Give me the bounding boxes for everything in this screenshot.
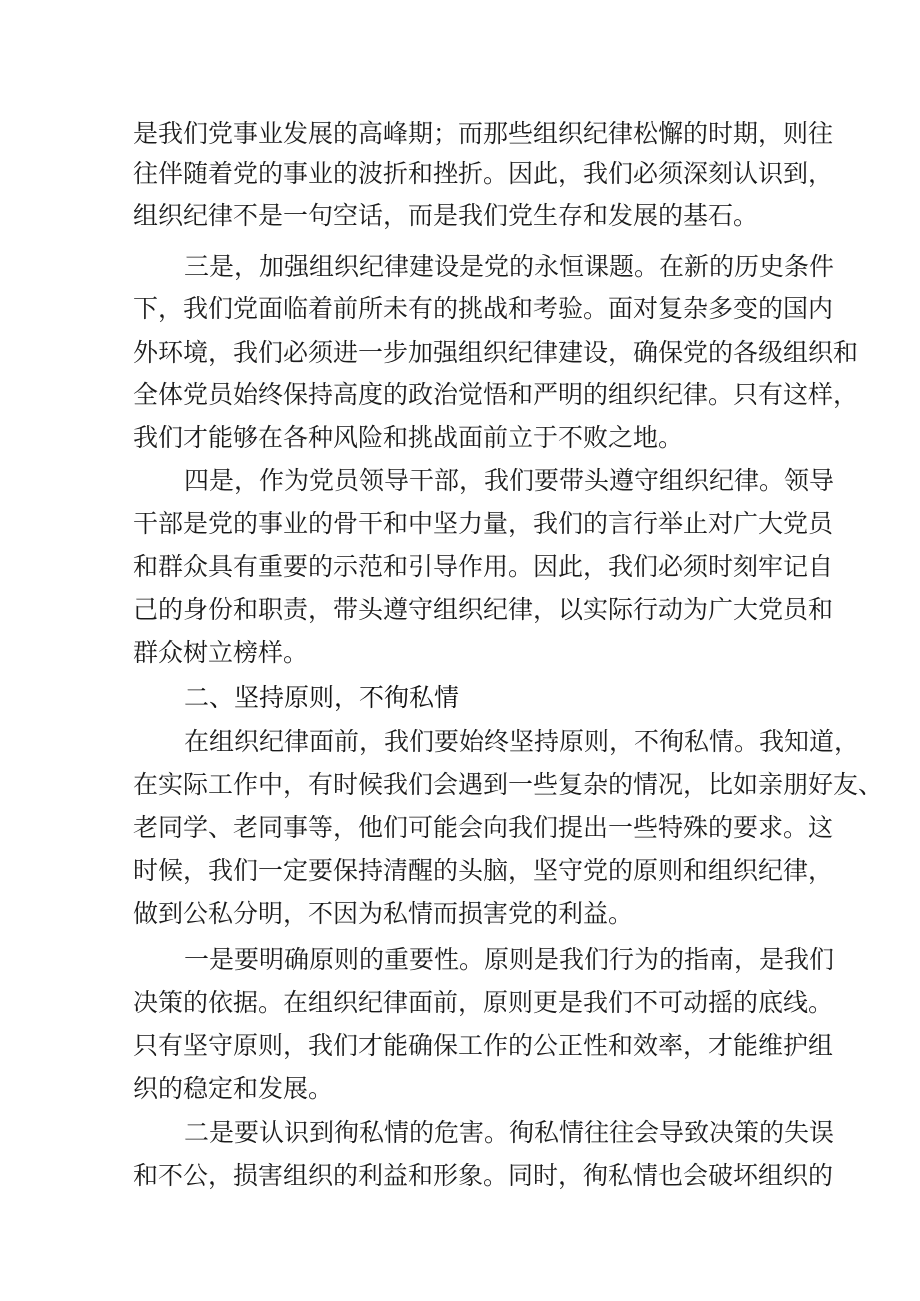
text-line: 织的稳定和发展。: [133, 1074, 334, 1103]
text-line: 我们才能够在各种风险和挑战面前立于不败之地。: [133, 423, 684, 452]
text-line: 三是，加强组织纪律建设是党的永恒课题。在新的历史条件: [184, 252, 835, 281]
text-line: 在实际工作中，有时候我们会遇到一些复杂的情况，比如亲朋好友、: [133, 770, 884, 799]
text-line: 决策的依据。在组织纪律面前，原则更是我们不可动摇的底线。: [133, 988, 834, 1017]
text-line: 干部是党的事业的骨干和中坚力量，我们的言行举止对广大党员: [133, 509, 834, 538]
text-line: 是我们党事业发展的高峰期；而那些组织纪律松懈的时期，则往: [133, 119, 834, 148]
text-line: 只有坚守原则，我们才能确保工作的公正性和效率，才能维护组: [133, 1031, 834, 1060]
section-heading: 二、坚持原则，不徇私情: [184, 683, 460, 712]
text-line: 二是要认识到徇私情的危害。徇私情往往会导致决策的失误: [184, 1118, 835, 1147]
text-line: 己的身份和职责，带头遵守组织纪律，以实际行动为广大党员和: [133, 595, 834, 624]
text-line: 老同学、老同事等，他们可能会向我们提出一些特殊的要求。这: [133, 813, 834, 842]
text-line: 外环境，我们必须进一步加强组织纪律建设，确保党的各级组织和: [133, 338, 859, 367]
text-line: 和不公，损害组织的利益和形象。同时，徇私情也会破坏组织的: [133, 1161, 834, 1190]
text-line: 和群众具有重要的示范和引导作用。因此，我们必须时刻牢记自: [133, 552, 834, 581]
text-line: 做到公私分明，不因为私情而损害党的利益。: [133, 899, 634, 928]
text-line: 群众树立榜样。: [133, 638, 309, 667]
text-line: 往伴随着党的事业的波折和挫折。因此，我们必须深刻认识到，: [133, 159, 834, 188]
text-line: 时候，我们一定要保持清醒的头脑，坚守党的原则和组织纪律，: [133, 856, 834, 885]
text-line: 全体党员始终保持高度的政治觉悟和严明的组织纪律。只有这样，: [133, 380, 859, 409]
text-line: 在组织纪律面前，我们要始终坚持原则，不徇私情。我知道，: [184, 727, 860, 756]
text-line: 四是，作为党员领导干部，我们要带头遵守组织纪律。领导: [184, 466, 835, 495]
text-line: 下，我们党面临着前所未有的挑战和考验。面对复杂多变的国内: [133, 294, 834, 323]
text-line: 一是要明确原则的重要性。原则是我们行为的指南，是我们: [184, 945, 835, 974]
text-line: 组织纪律不是一句空话，而是我们党生存和发展的基石。: [133, 201, 759, 230]
